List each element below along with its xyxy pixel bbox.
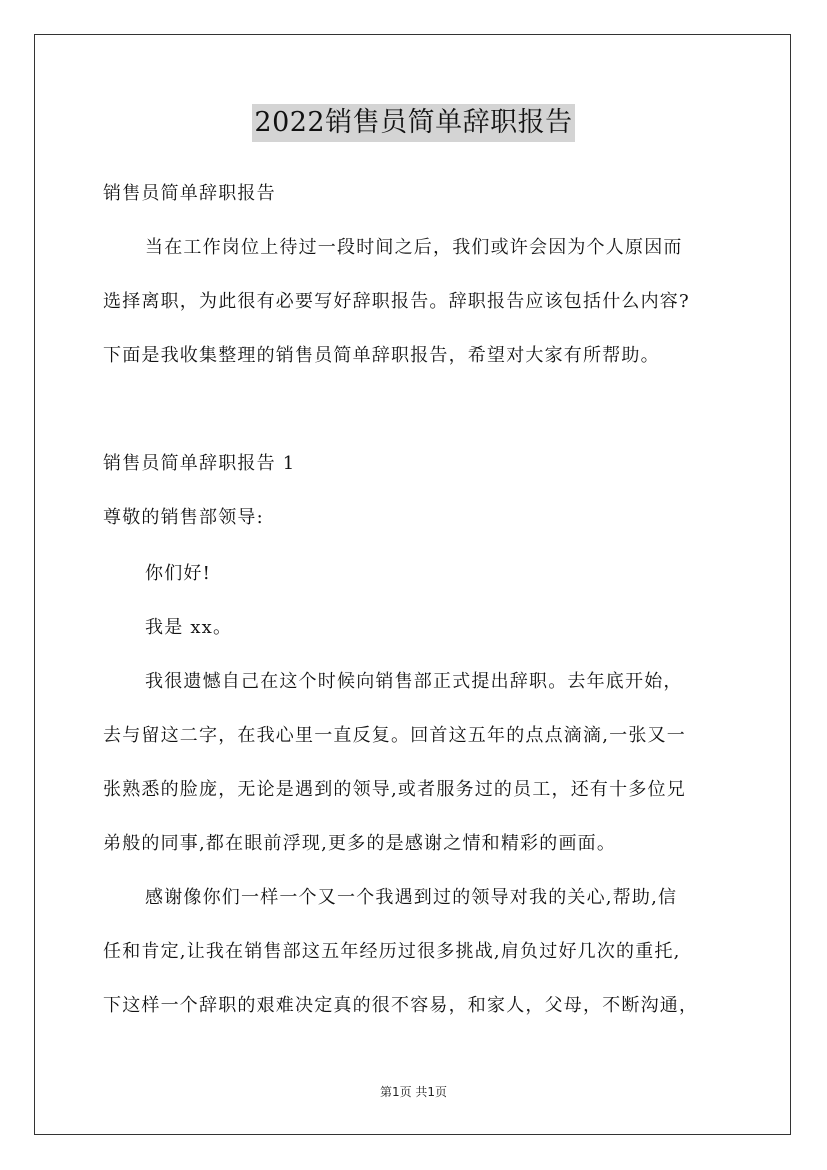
intro-line-2: 选择离职，为此很有必要写好辞职报告。辞职报告应该包括什么内容? [103,291,690,312]
page-footer: 第1页 共1页 [379,1085,448,1099]
paragraph2-line-1: 感谢像你们一样一个又一个我遇到过的领导对我的关心,帮助,信 [145,887,678,908]
paragraph1-line-4: 弟般的同事,都在眼前浮现,更多的是感谢之情和精彩的画面。 [103,833,617,854]
self-intro: 我是 xx。 [145,617,233,638]
intro-line-1: 当在工作岗位上待过一段时间之后，我们或许会因为个人原因而 [145,237,683,258]
section-heading: 销售员简单辞职报告 1 [103,453,296,474]
title-container [0,104,827,142]
intro-line-3: 下面是我收集整理的销售员简单辞职报告，希望对大家有所帮助。 [103,345,660,366]
document-subtitle: 销售员简单辞职报告 [103,183,276,204]
greeting: 你们好! [145,563,212,584]
paragraph1-line-1: 我很遗憾自己在这个时候向销售部正式提出辞职。去年底开始， [145,671,683,692]
document-title: 2022销售员简单辞职报告 [252,104,574,142]
salutation: 尊敬的销售部领导: [103,507,264,528]
paragraph2-line-2: 任和肯定,让我在销售部这五年经历过很多挑战,肩负过好几次的重托, [103,941,681,962]
paragraph1-line-2: 去与留这二字，在我心里一直反复。回首这五年的点点滴滴,一张又一 [103,725,686,746]
paragraph1-line-3: 张熟悉的脸庞，无论是遇到的领导,或者服务过的员工，还有十多位兄 [103,779,686,800]
paragraph2-line-3: 下这样一个辞职的艰难决定真的很不容易，和家人，父母，不断沟通， [103,995,699,1016]
